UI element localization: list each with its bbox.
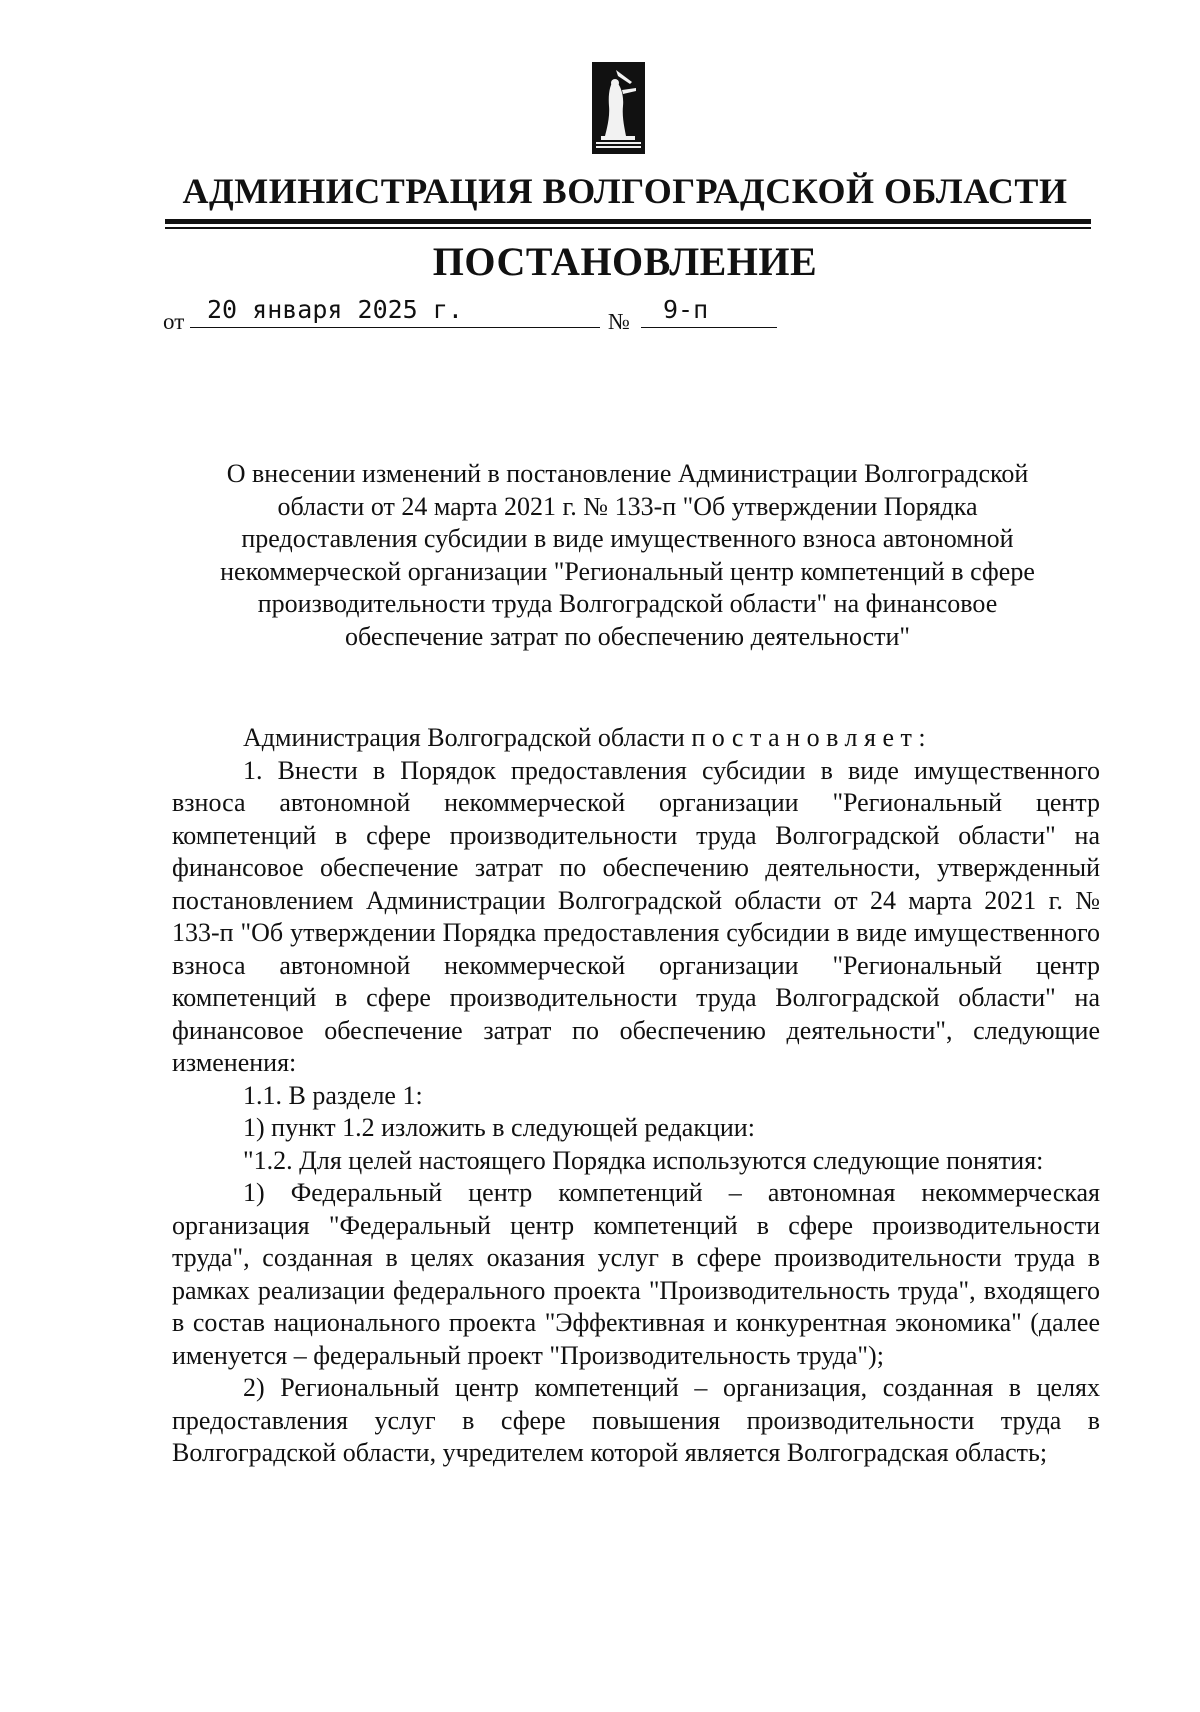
document-title bbox=[170, 458, 1085, 653]
title-line: области от 24 марта 2021 г. № 133-п "Об утверждении Порядка bbox=[277, 491, 978, 521]
volgograd-coat-of-arms-icon bbox=[592, 62, 645, 154]
paragraph-1: 1. Внести в Порядок предоставления субсидии в виде имущественного взноса автономной некоммерческой организации "Региональный центр компетенций в сфере производительности труда Волгоградской области" на финансовое обеспечение затрат по обеспечению деятельности, утвержденный постановлением Администрации Волгоградской области от 24 марта 2021 г. № 133-п "Об утверждении Порядка предоставления субсидии в виде имущественного взноса автономной некоммерческой организации "Региональный центр компетенций в сфере производительности труда Волгоградской области" на финансовое обеспечение затрат по обеспечению деятельности", следующие изменения: bbox=[172, 755, 1100, 1077]
title-line: обеспечение затрат по обеспечению деятельности" bbox=[344, 621, 911, 651]
paragraph-1-1: 1.1. В разделе 1: bbox=[243, 1080, 423, 1110]
title-line: производительности труда Волгоградской области" на финансовое bbox=[257, 589, 998, 618]
header-rule-thin bbox=[165, 227, 1091, 229]
intro-text: Администрация Волгоградской области bbox=[243, 723, 692, 752]
definition-2: 2) Региональный центр компетенций – организация, созданная в целях предоставления услуг в сфере повышения производительности труда в Волгоградской области, учредителем которой является Волгоградская область; bbox=[172, 1373, 1100, 1467]
number-label: № bbox=[608, 309, 630, 334]
title-line: О внесении изменений в постановление Администрации Волгоградской bbox=[226, 459, 1029, 488]
number-value: 9-п bbox=[663, 295, 709, 324]
intro-paragraph bbox=[172, 722, 1100, 755]
definition-1: 1) Федеральный центр компетенций – автономная некоммерческая организация "Федеральный центр компетенций в сфере производительности труда", созданная в целях оказания услуг в сфере производительности труда в рамках реализации федерального проекта "Производительность труда", входящего в состав национального проекта "Эффективная и конкурентная экономика" (далее именуется – федеральный проект "Производительность труда"); bbox=[172, 1178, 1100, 1370]
number-underline bbox=[641, 327, 777, 328]
date-label: от bbox=[163, 309, 185, 334]
intro-verb: постановляет: bbox=[691, 723, 933, 752]
header-rule-thick bbox=[165, 219, 1091, 224]
paragraph-1-2: "1.2. Для целей настоящего Порядка используются следующие понятия: bbox=[243, 1145, 1044, 1175]
title-line: предоставления субсидии в виде имущественного взноса автономной bbox=[241, 524, 1014, 553]
document-body bbox=[172, 722, 1100, 1470]
organization-header: АДМИНИСТРАЦИЯ ВОЛГОГРАДСКОЙ ОБЛАСТИ bbox=[182, 171, 1068, 211]
date-underline bbox=[190, 327, 600, 328]
paragraph-1-1-1: 1) пункт 1.2 изложить в следующей редакции: bbox=[243, 1113, 755, 1142]
date-value: 20 января 2025 г. bbox=[207, 295, 463, 324]
document-type: ПОСТАНОВЛЕНИЕ bbox=[432, 239, 818, 284]
title-line: некоммерческой организации "Региональный центр компетенций в сфере bbox=[220, 556, 1035, 586]
